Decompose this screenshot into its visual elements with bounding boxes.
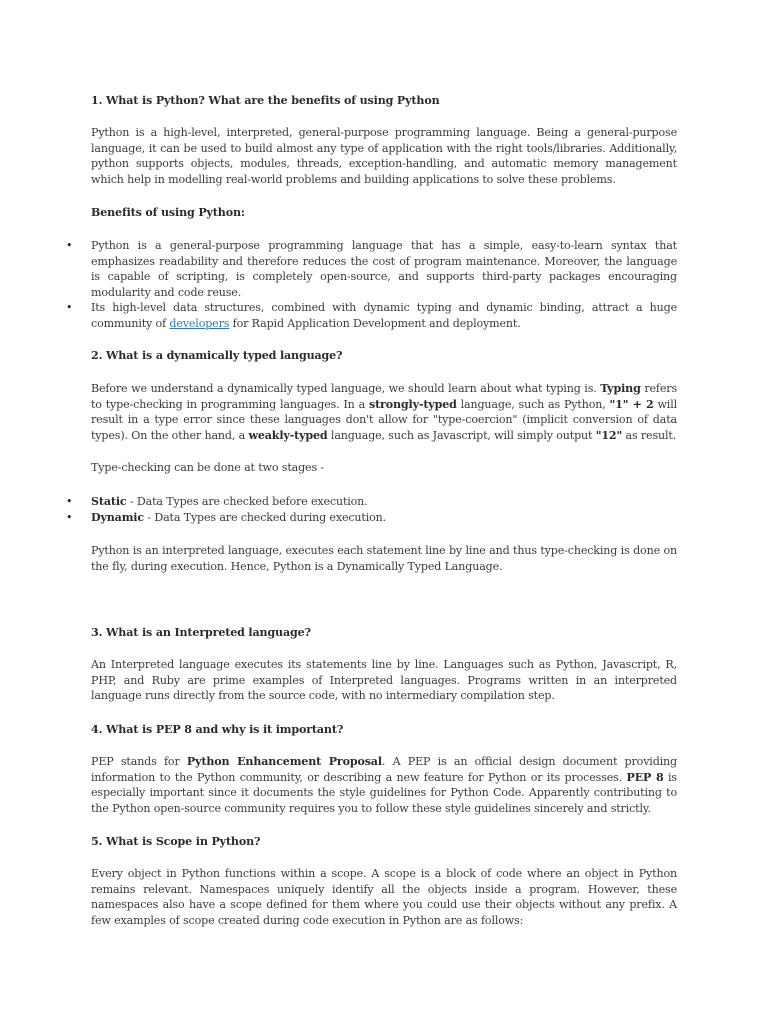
q1-benefits-heading: Benefits of using Python:	[91, 206, 245, 219]
list-item	[0, 238, 768, 300]
dynamic-text: - Data Types are checked during execution.	[143, 510, 387, 524]
static-text: - Data Types are checked before execution.	[126, 495, 368, 508]
q5-paragraph: Every object in Python functions within a scope. A scope is a block of code where an object in Python remains relevant. Namespaces uniquely identify all the objects inside a program. However, these namespaces also have a scope defined for them where you could use their objects without any prefix. A few examples of scope created during code execution in Python are as follows:	[91, 867, 677, 927]
text-span: is especially important since it documents the style guidelines for Python Code. Apparently contributing to the Python open-source community requires you to follow these style guidelines sincerely and strictly.	[91, 770, 677, 815]
q3-paragraph: An Interpreted language executes its statements line by line. Languages such as Python, Javascript, R, PHP, and Ruby are prime examples of Interpreted languages. Programs written in an interpreted language runs directly from the source code, with no intermediary compilation step.	[91, 658, 677, 703]
text-span: as result.	[622, 428, 677, 442]
q5-heading: 5. What is Scope in Python?	[91, 835, 261, 848]
q1-heading: 1. What is Python? What are the benefits of using Python	[91, 94, 440, 107]
developers-link[interactable]: developers	[169, 316, 230, 330]
q1-bullet-2-text-post: for Rapid Application Development and deployment.	[229, 316, 521, 330]
q4-heading: 4. What is PEP 8 and why is it important?	[91, 723, 344, 736]
pep8-term: PEP 8	[626, 770, 664, 784]
pep-term: Python Enhancement Proposal	[186, 755, 382, 768]
bullet-icon: •	[66, 239, 73, 252]
weakly-typed-term: weakly-typed	[248, 428, 328, 442]
q1-bullet-1-text: Python is a general-purpose programming language that has a simple, easy-to-learn syntax that emphasizes readability and therefore reduces the cost of program maintenance. Moreover, the language is capable of scripting, is completely open-source, and supports third-party packages encouraging modularity and code reuse.	[91, 239, 677, 299]
static-label: Static	[91, 495, 127, 508]
text-span: language, such as Javascript, will simply output	[327, 428, 596, 442]
q2-heading: 2. What is a dynamically typed language?	[91, 349, 343, 362]
text-span: language, such as Python,	[456, 397, 610, 411]
strongly-typed-term: strongly-typed	[368, 397, 457, 411]
q2-stages-list	[0, 494, 768, 525]
typing-term: Typing	[600, 382, 641, 395]
list-item	[0, 510, 768, 526]
q2-paragraph-1	[91, 381, 677, 443]
text-span: PEP stands for	[91, 755, 187, 768]
list-item	[0, 494, 768, 510]
text-span: will result in a type error since these languages don't allow for "type-coercion" (implicit conversion of data types). On the other hand, a	[91, 397, 677, 442]
q1-bullet-2-text-pre: Its high-level data structures, combined with dynamic typing and dynamic binding, attract a huge community of	[91, 301, 677, 330]
text-span: . A PEP is an official design document providing information to the Python community, or describing a new feature for Python or its processes.	[91, 755, 678, 784]
code-example-1: "1" + 2	[609, 397, 654, 411]
bullet-icon: •	[66, 495, 73, 508]
text-span: refers to type-checking in programming languages. In a	[91, 382, 677, 411]
list-item	[0, 300, 768, 331]
q3-heading: 3. What is an Interpreted language?	[91, 626, 311, 639]
dynamic-label: Dynamic	[91, 510, 144, 524]
q4-paragraph	[91, 754, 677, 816]
bullet-icon: •	[66, 510, 73, 524]
q1-paragraph: Python is a high-level, interpreted, general-purpose programming language. Being a general-purpose language, it can be used to build almost any type of application with the right tools/libraries. Additionally, python supports objects, modules, threads, exception-handling, and automatic memory management which help in modelling real-world problems and building applications to solve these problems.	[91, 126, 677, 186]
q2-paragraph-2: Type-checking can be done at two stages -	[91, 461, 324, 474]
code-example-2: "12"	[595, 428, 623, 442]
bullet-icon: •	[66, 301, 73, 315]
q1-benefits-list	[0, 238, 768, 332]
text-span: Before we understand a dynamically typed language, we should learn about what typing is.	[91, 382, 601, 395]
q2-paragraph-3: Python is an interpreted language, executes each statement line by line and thus type-checking is done on the fly, during execution. Hence, Python is a Dynamically Typed Language.	[91, 544, 677, 573]
